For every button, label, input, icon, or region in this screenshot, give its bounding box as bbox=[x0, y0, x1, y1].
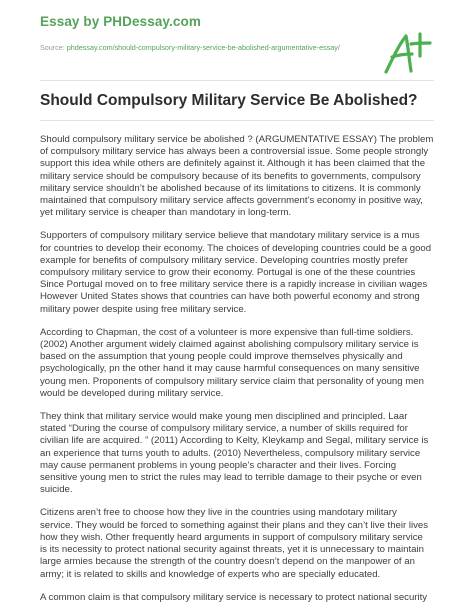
header-divider bbox=[40, 80, 434, 81]
paragraph: Should compulsory military service be abolished ? (ARGUMENTATIVE ESSAY) The problem of compulsory military service has always been a controversial issue. Some people strongly support this idea while others are definitely against it. Although it has been claimed that the military service should be compulsory because of its benefits to governments, compulsory military service shouldn’t be abolished because of its limitations to citizens. It is commonly maintained that compulsory military service affects government’s economy in positive way, yet military service is cheaper than mandotary in long-term. bbox=[40, 134, 434, 219]
paragraph: A common claim is that compulsory military service is necessary to protect national security bbox=[40, 591, 428, 603]
title-divider bbox=[40, 120, 434, 121]
a-plus-icon bbox=[380, 26, 436, 76]
paragraph: Supporters of compulsory military service believe that mandotary military service is a mus for countries to develop their economy. The choices of developing countries could be a good example for benefits of compulsory military service. Developing countries mostly prefer compulsory military service to grow their economy. Portugal is one of the these countries Since Portugal moved on to free military service there is a rapidly increase in civilian wages However United States shows that countries can have both powerful economy and strong military power despite using free military service. bbox=[40, 230, 432, 315]
site-title: Essay by PHDessay.com bbox=[40, 14, 201, 29]
paragraph: Citizens aren’t free to choose how they live in the countries using mandotary military service. They would be forced to something against their plans and they can’t live their lives how they wish. Other frequently heard arguments in support of compulsory military service is its necessity to protect national security against threats, yet it is unnecessary to maintain large armies because the strength of the country doesn’t depend on the manpower of an army; it is related to skills and knowledge of experts who are specially educated. bbox=[40, 507, 429, 580]
source-link[interactable]: phdessay.com/should-compulsory-military-service-be-abolished-argumentative-essay/ bbox=[66, 43, 340, 52]
essay-body bbox=[40, 134, 434, 615]
paragraph: According to Chapman, the cost of a volunteer is more expensive than full-time soldiers. (2002) Another argument widely claimed against abolishing compulsory military service is based on the assumption that young people could improve themselves physically and psychologically, pn the other hand it may cause harmful consequences on many sensitive young men. Proponents of compulsory military service claim that personality of young men would be developed during military service. bbox=[40, 326, 424, 399]
source-line bbox=[40, 43, 380, 53]
essay-title: Should Compulsory Military Service Be Abolished? bbox=[40, 92, 418, 109]
paragraph: They think that military service would make young men disciplined and principled. Laar stated “During the course of compulsory military service, a number of skills required for civilian life are acquired. ” (2011) According to Kelty, Kleykamp and Segal, military service is an experience that turns youth to adults. (2010) Nevertheless, compulsory military service may cause permanent problems in young people’s character and their lives. Forcing sensitive young men to strict the rules may lead to terrible damage to their psyche or even suicide. bbox=[40, 411, 429, 496]
source-label: Source: bbox=[40, 43, 65, 52]
